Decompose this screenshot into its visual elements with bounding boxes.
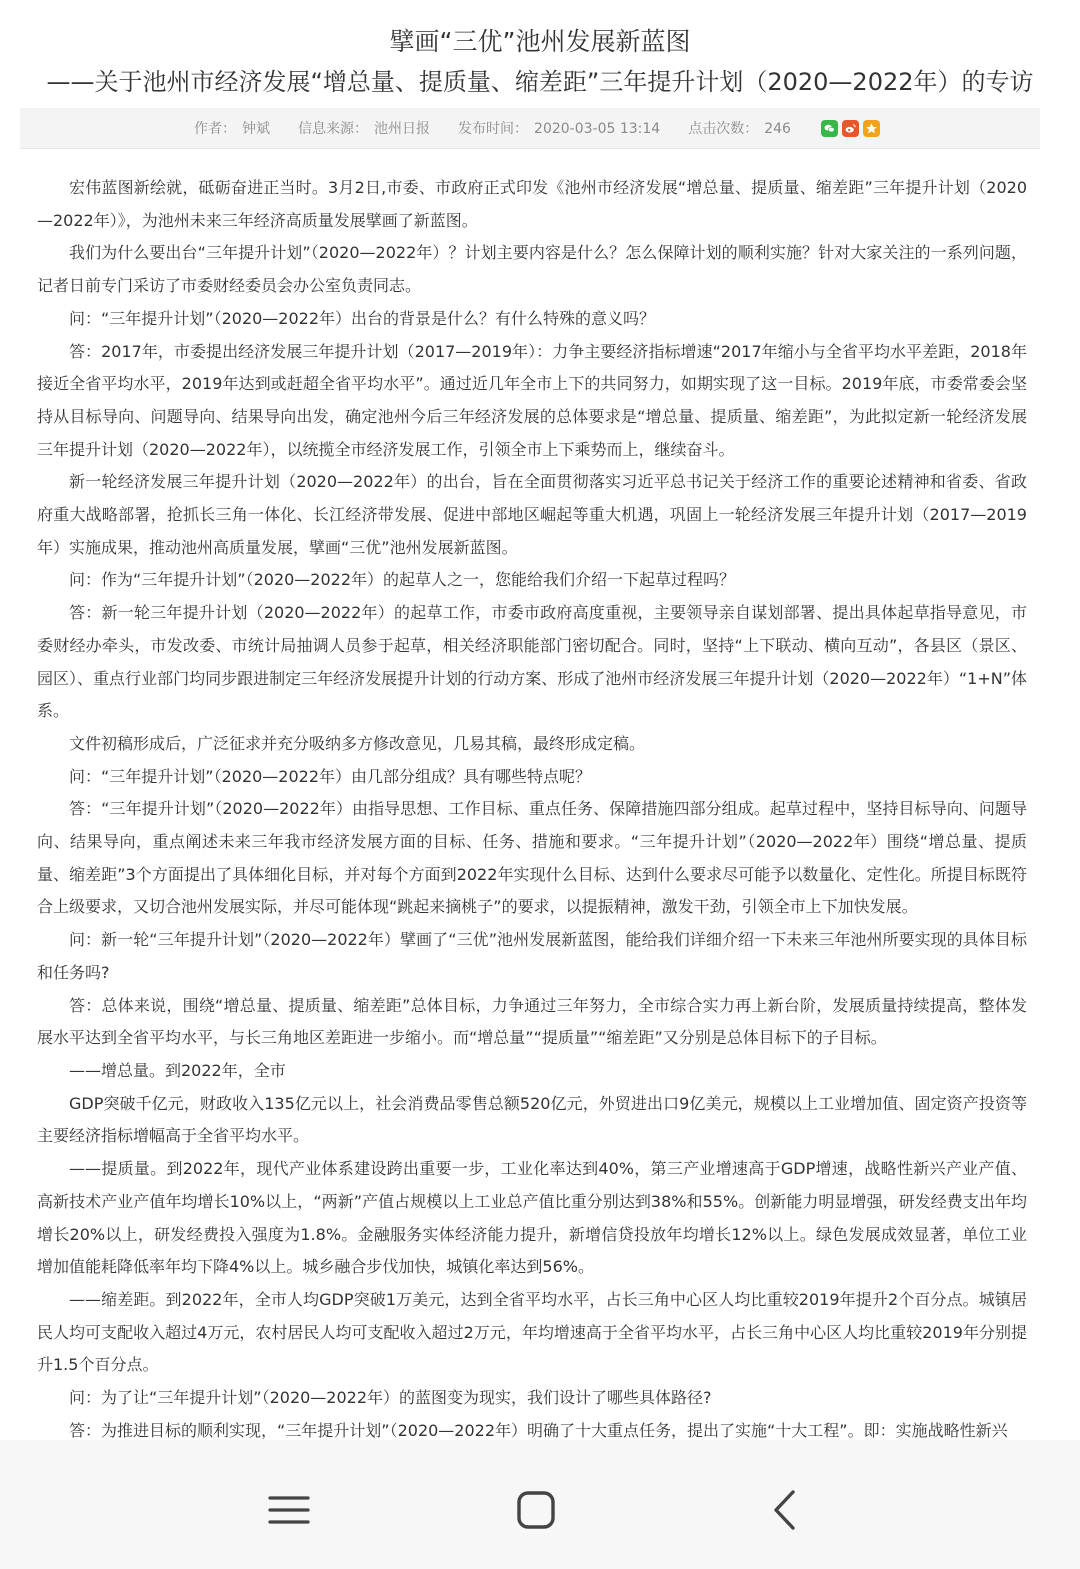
paragraph: 答：“三年提升计划”（2020—2022年）由指导思想、工作目标、重点任务、保障措施四部分组成。起草过程中，坚持目标导向、问题导向、结果导向，重点阐述未来三年我市经济发展方面的目标、任务、措施和要求。“三年提升计划”（2020—2022年）围绕“增总量、提质量、缩差距”3个方面提出了具体细化目标，并对每个方面到2022年实现什么目标、达到什么要求尽可能予以数量化、定性化。所提目标既符合上级要求，又切合池州发展实际，并尽可能体现“跳起来摘桃子”的要求，以提振精神，激发干劲，引领全市上下加快发展。: [37, 799, 1027, 917]
qzone-icon[interactable]: [863, 120, 880, 137]
meta-views-value: 246: [764, 121, 791, 137]
paragraph: 问：为了让“三年提升计划”（2020—2022年）的蓝图变为现实，我们设计了哪些具体路径?: [69, 1388, 712, 1408]
paragraph: ——提质量。到2022年，现代产业体系建设跨出重要一步，工业化率达到40%，第三产业增速高于GDP增速，战略性新兴产业产值、高新技术产业产值年均增长10%以上，“两新”产值占规模以上工业总产值比重分别达到38%和55%。创新能力明显增强，研发经费支出年均增长20%以上，研发经费投入强度为1.8%。金融服务实体经济能力提升，新增信贷投放年均增长12%以上。绿色发展成效显著，单位工业增加值能耗降低率年均下降4%以上。城乡融合步伐加快，城镇化率达到56%。: [37, 1159, 1027, 1277]
meta-views-label: 点击次数：: [688, 121, 759, 137]
paragraph: 答：为推进目标的顺利实现，“三年提升计划”（2020—2022年）明确了十大重点任务，提出了实施“十大工程”。即：实施战略性新兴: [69, 1420, 1008, 1439]
title-block: [0, 0, 1080, 102]
home-button[interactable]: [496, 1470, 576, 1550]
home-icon: [511, 1485, 561, 1535]
meta-source-value: 池州日报: [374, 121, 431, 137]
meta-date: [458, 118, 660, 138]
wechat-icon[interactable]: [821, 120, 838, 137]
menu-icon: [264, 1485, 314, 1535]
paragraph: 我们为什么要出台“三年提升计划”（2020—2022年）？计划主要内容是什么？怎么保障计划的顺利实施？针对大家关注的一系列问题，记者日前专门采访了市委财经委员会办公室负责同志。: [37, 243, 1027, 296]
meta-author: [194, 118, 270, 138]
system-navigation-bar: [0, 1440, 1080, 1569]
meta-views: [688, 118, 791, 138]
meta-author-value: 钟斌: [242, 121, 271, 137]
meta-date-label: 发布时间：: [458, 121, 529, 137]
weibo-icon[interactable]: [842, 120, 859, 137]
paragraph: ——增总量。到2022年，全市: [69, 1060, 286, 1080]
back-icon: [759, 1485, 809, 1535]
paragraph: 宏伟蓝图新绘就，砥砺奋进正当时。3月2日,市委、市政府正式印发《池州市经济发展“增总量、提质量、缩差距”三年提升计划（2020—2022年）》，为池州未来三年经济高质量发展擘画了新蓝图。: [37, 178, 1027, 230]
paragraph: 文件初稿形成后，广泛征求并充分吸纳多方修改意见，几易其稿，最终形成定稿。: [69, 733, 646, 753]
share-buttons: [821, 120, 880, 137]
paragraph: 问：“三年提升计划”（2020—2022年）出台的背景是什么？有什么特殊的意义吗？: [69, 308, 656, 328]
recent-apps-button[interactable]: [249, 1470, 329, 1550]
page-subtitle: ——关于池州市经济发展“增总量、提质量、缩差距”三年提升计划（2020—2022年）的专访: [46, 68, 1034, 96]
paragraph: 问：新一轮“三年提升计划”（2020—2022年）擘画了“三优”池州发展新蓝图，能给我们详细介绍一下未来三年池州所要实现的具体目标和任务吗?: [37, 930, 1027, 982]
paragraph: GDP突破千亿元，财政收入135亿元以上，社会消费品零售总额520亿元，外贸进出口9亿美元，规模以上工业增加值、固定资产投资等主要经济指标增幅高于全省平均水平。: [37, 1093, 1027, 1146]
meta-author-label: 作者：: [194, 121, 237, 137]
paragraph: 问：“三年提升计划”（2020—2022年）由几部分组成？具有哪些特点呢？: [69, 766, 592, 786]
page-title: 擘画“三优”池州发展新蓝图: [389, 27, 691, 56]
paragraph: 答：总体来说，围绕“增总量、提质量、缩差距”总体目标，力争通过三年努力，全市综合实力再上新台阶，发展质量持续提高，整体发展水平达到全省平均水平，与长三角地区差距进一步缩小。而“增总量”“提质量”“缩差距”又分别是总体目标下的子目标。: [37, 995, 1027, 1048]
article-meta-bar: [20, 108, 1040, 149]
paragraph: 问：作为“三年提升计划”（2020—2022年）的起草人之一，您能给我们介绍一下起草过程吗？: [69, 570, 736, 590]
meta-source-label: 信息来源：: [298, 121, 369, 137]
paragraph: 答：2017年，市委提出经济发展三年提升计划（2017—2019年）：力争主要经济指标增速“2017年缩小与全省平均水平差距，2018年接近全省平均水平，2019年达到或赶超全省平均水平”。通过近几年全市上下的共同努力，如期实现了这一目标。2019年底，市委常委会坚持从目标导向、问题导向、结果导向出发，确定池州今后三年经济发展的总体要求是“增总量、提质量、缩差距”，为此拟定新一轮经济发展三年提升计划（2020—2022年），以统揽全市经济发展工作，引领全市上下乘势而上，继续奋斗。: [37, 341, 1027, 459]
article-body: [37, 172, 1027, 1439]
paragraph: 新一轮经济发展三年提升计划（2020—2022年）的出台，旨在全面贯彻落实习近平总书记关于经济工作的重要论述精神和省委、省政府重大战略部署，抢抓长三角一体化、长江经济带发展、促进中部地区崛起等重大机遇，巩固上一轮经济发展三年提升计划（2017—2019年）实施成果，推动池州高质量发展，擘画“三优”池州发展新蓝图。: [37, 472, 1027, 557]
meta-source: [298, 118, 430, 138]
paragraph: ——缩差距。到2022年，全市人均GDP突破1万美元，达到全省平均水平，占长三角中心区人均比重较2019年提升2个百分点。城镇居民人均可支配收入超过4万元，农村居民人均可支配收入超过2万元，年均增速高于全省平均水平，占长三角中心区人均比重较2019年分别提升1.5个百分点。: [37, 1289, 1027, 1375]
paragraph: 答：新一轮三年提升计划（2020—2022年）的起草工作，市委市政府高度重视，主要领导亲自谋划部署、提出具体起草指导意见，市委财经办牵头，市发改委、市统计局抽调人员参于起草，相关经济职能部门密切配合。同时，坚持“上下联动、横向互动”，各县区（景区、园区）、重点行业部门均同步跟进制定三年经济发展提升计划的行动方案、形成了池州市经济发展三年提升计划（2020—2022年）“1+N”体系。: [37, 603, 1027, 721]
back-button[interactable]: [744, 1470, 824, 1550]
meta-date-value: 2020-03-05 13:14: [534, 121, 661, 137]
